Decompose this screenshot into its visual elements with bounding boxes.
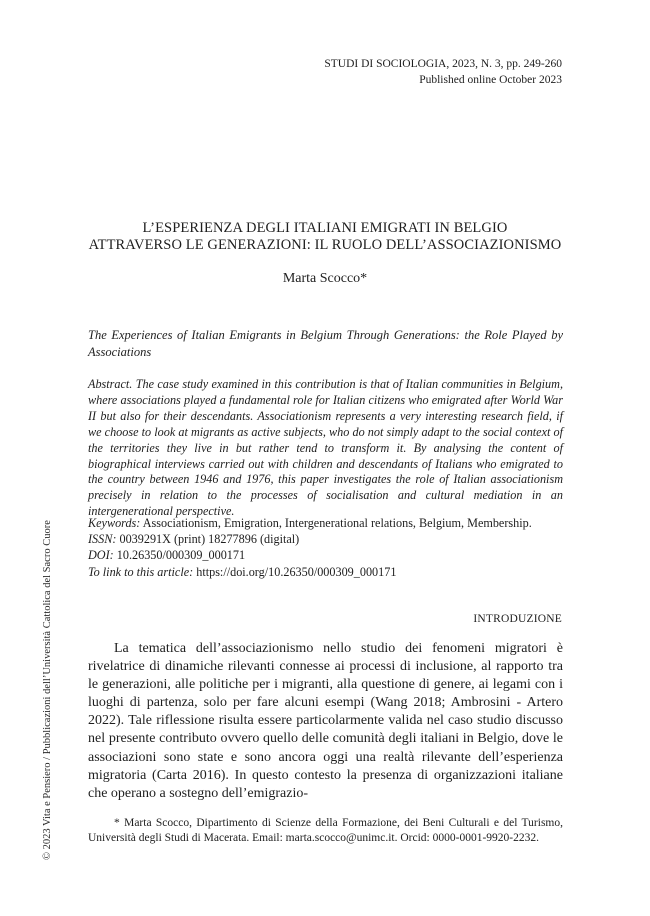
- title-line-2: ATTRAVERSO LE GENERAZIONI: IL RUOLO DELL’ASSOCIAZIONISMO: [88, 237, 562, 253]
- keywords-value: Associationism, Emigration, Intergenerational relations, Belgium, Membership.: [142, 516, 532, 530]
- published-date: Published online October 2023: [419, 74, 562, 86]
- article-link[interactable]: https://doi.org/10.26350/000309_000171: [196, 564, 397, 579]
- body-paragraph: La tematica dell’associazionismo nello studio dei fenomeni migratori è rivelatrice di dinamiche rilevanti connesse ai processi di inclusione, al rapporto tra le generazioni, alle politiche per i migranti, alla questione di genere, ai legami con i luoghi di partenza, solo per fare alcuni esempi (Wang 2018; Ambrosini - Artero 2022). Tale riflessione risulta essere particolarmente valida nel caso studio discusso nel presente contributo ovvero quello delle comunità degli italiani in Belgio, dove le associazioni sono state e sono ancora oggi una realtà rilevante dell’esperienza migratoria (Carta 2016). In questo contesto la presenza di organizzazioni italiane che operano a sostegno dell’emigrazio-: [88, 641, 563, 801]
- journal-citation: STUDI DI SOCIOLOGIA, 2023, N. 3, pp. 249-260: [324, 58, 562, 70]
- article-title: [60, 220, 590, 254]
- article-metadata: [88, 515, 563, 580]
- doi-label: DOI:: [88, 548, 114, 563]
- keywords-label: Keywords:: [88, 516, 141, 530]
- link-label: To link to this article:: [88, 564, 194, 579]
- doi-value: 10.26350/000309_000171: [116, 548, 246, 563]
- issn-value: 0039291X (print) 18277896 (digital): [119, 532, 300, 547]
- copyright-side-note: © 2023 Vita e Pensiero / Pubblicazioni dell’Università Cattolica del Sacro Cuore: [42, 520, 53, 860]
- title-line-1: L’ESPERIENZA DEGLI ITALIANI EMIGRATI IN BELGIO: [142, 220, 508, 236]
- english-title: The Experiences of Italian Emigrants in Belgium Through Generations: the Role Played by Associations: [88, 328, 563, 359]
- link-row: [88, 564, 563, 580]
- keywords-row: [88, 515, 563, 531]
- section-heading: INTRODUZIONE: [473, 613, 562, 625]
- doi-row: [88, 547, 563, 563]
- author-footnote: * Marta Scocco, Dipartimento di Scienze della Formazione, dei Beni Culturali e del Turismo, Università degli Studi di Macerata. Email: marta.scocco@unimc.it. Orcid: 0000-0001-9920-2232.: [88, 817, 563, 844]
- issn-label: ISSN:: [88, 532, 117, 547]
- author-name: Marta Scocco*: [282, 271, 368, 286]
- issn-row: [88, 531, 563, 547]
- abstract: Abstract. The case study examined in this contribution is that of Italian communities in Belgium, where associations played a fundamental role for Italian citizens who emigrated after World War II but also for their descendants. Associationism represents a very interesting research field, if we choose to look at migrants as active subjects, who do not simply adapt to the social context of the territories they live in but rather tend to transform it. By analysing the content of biographical interviews carried out with children and descendants of Italians who emigrated to the country between 1946 and 1976, this paper investigates the role of Italian associationism precisely in relation to the processes of socialisation and cultural mediation in an intergenerational perspective.: [88, 377, 563, 519]
